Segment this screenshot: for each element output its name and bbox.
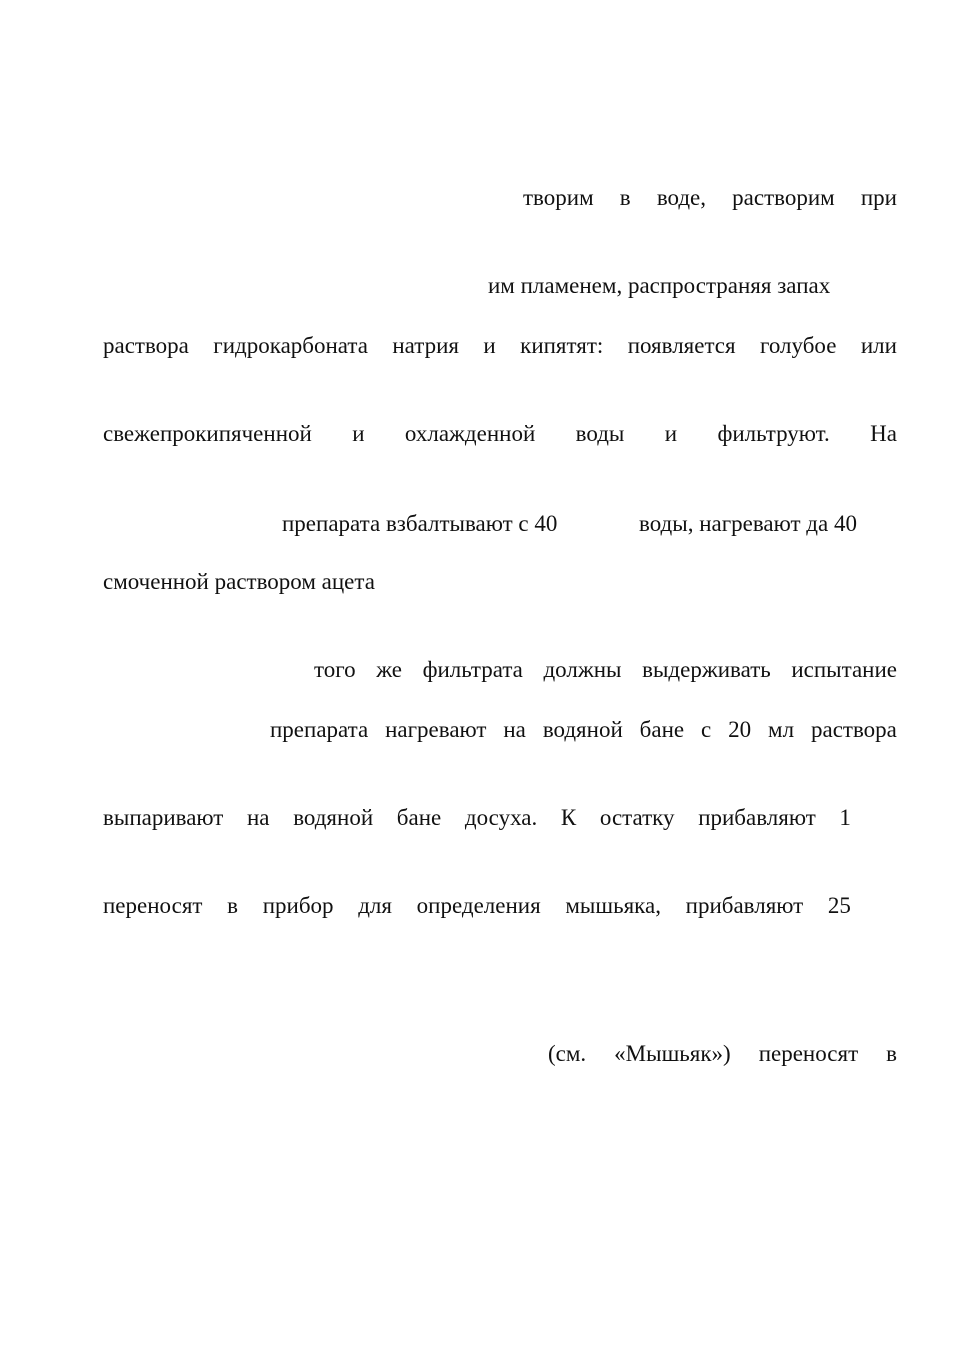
word: К (560, 805, 577, 830)
word: и (664, 421, 678, 446)
word: прибавляют (698, 805, 816, 830)
word: гидрокарбоната (213, 333, 368, 358)
word: 1 (839, 805, 851, 830)
word: «Мышьяк») (614, 1041, 731, 1066)
word: в (886, 1041, 897, 1066)
word: прибавляют (685, 893, 804, 918)
text-line-7 (314, 656, 897, 684)
word: переносят (103, 893, 203, 918)
word: фильтруют. (717, 421, 830, 446)
text-line-10 (103, 892, 851, 920)
word: нагревают (385, 717, 487, 742)
word: появляется (627, 333, 736, 358)
word: мл (768, 717, 795, 742)
word: и (483, 333, 496, 358)
word: на (503, 717, 526, 742)
word: же (376, 657, 402, 682)
word: бане (639, 717, 685, 742)
text-line-9 (103, 804, 851, 832)
word: определения (416, 893, 541, 918)
text-line-8 (270, 716, 897, 744)
word: досуха. (464, 805, 538, 830)
word: прибор (262, 893, 334, 918)
word: остатку (599, 805, 675, 830)
word: фильтрата (422, 657, 523, 682)
word: для (358, 893, 392, 918)
word: растворим (732, 185, 835, 210)
word: испытание (791, 657, 897, 682)
word: выдерживать (642, 657, 771, 682)
word: в (227, 893, 239, 918)
word: (см. (548, 1041, 587, 1066)
word: кипятят: (520, 333, 604, 358)
word: того (314, 657, 356, 682)
word: свежепрокипяченной (103, 421, 312, 446)
text-line-6: смоченной раствором ацета (103, 569, 375, 594)
word: воде, (656, 185, 707, 210)
text-line-3 (103, 332, 897, 360)
word: на (247, 805, 270, 830)
word: или (860, 333, 897, 358)
text-line-11 (548, 1040, 897, 1068)
word: 20 (728, 717, 752, 742)
word: На (870, 421, 897, 446)
text-line-5a: препарата взбалтывают с 40 (282, 511, 558, 536)
word: воды (575, 421, 625, 446)
word: творим (523, 185, 594, 210)
word: выпаривают (103, 805, 224, 830)
word: переносят (758, 1041, 859, 1066)
word: раствора (811, 717, 897, 742)
word: водяной (542, 717, 623, 742)
word: охлажденной (404, 421, 536, 446)
word: при (860, 185, 897, 210)
word: мышьяка, (565, 893, 661, 918)
word: в (619, 185, 631, 210)
word: водяной (293, 805, 374, 830)
text-line-1 (523, 184, 897, 212)
word: натрия (392, 333, 460, 358)
word: раствора (103, 333, 189, 358)
text-line-2: им пламенем, распространяя запах (488, 273, 831, 298)
word: голубое (760, 333, 837, 358)
word: бане (396, 805, 442, 830)
word: 25 (827, 893, 851, 918)
word: должны (543, 657, 622, 682)
word: и (352, 421, 365, 446)
text-line-4 (103, 420, 897, 448)
text-line-5b: воды, нагревают да 40 (639, 511, 857, 536)
word: препарата (270, 717, 369, 742)
word: с (701, 717, 712, 742)
